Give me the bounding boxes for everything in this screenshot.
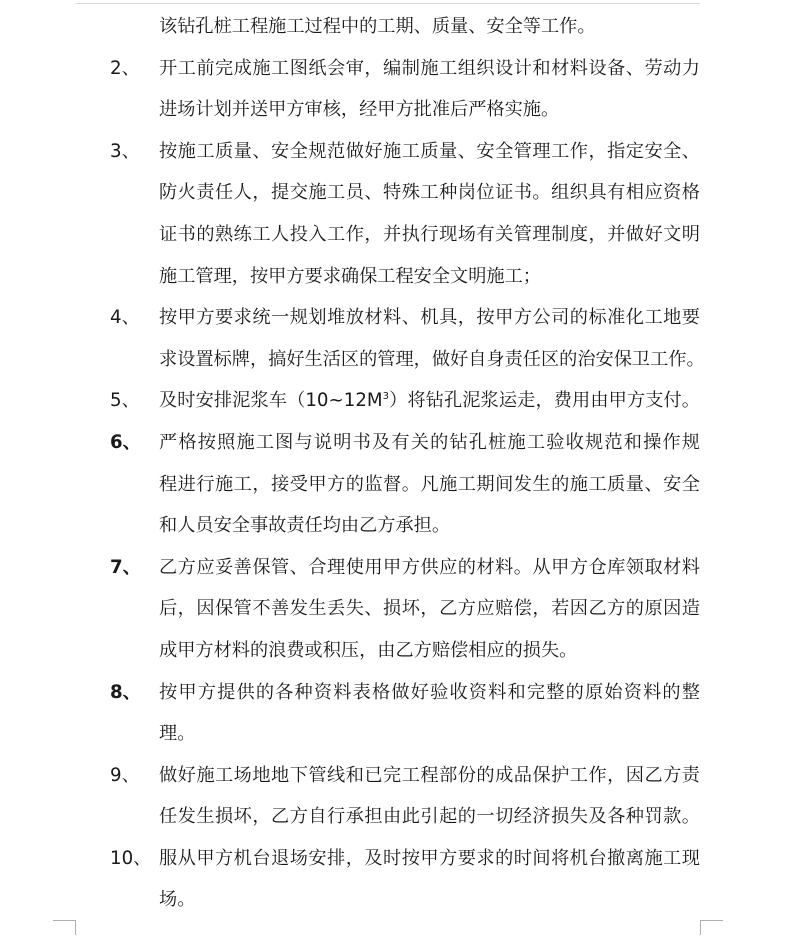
clause-text: 按甲方提供的各种资料表格做好验收资料和完整的原始资料的整 <box>159 681 700 703</box>
clause-number: 10、 <box>110 847 152 869</box>
clause-3-line-3 <box>110 214 702 256</box>
clause-text: 服从甲方机台退场安排，及时按甲方要求的时间将机台撤离施工现 <box>159 847 700 869</box>
clause-text: 开工前完成施工图纸会审，编制施工组织设计和材料设备、劳动力 <box>159 57 700 79</box>
clause-4-line-2 <box>110 339 705 381</box>
clause-text: 场。 <box>159 889 196 911</box>
clause-text: 乙方应妥善保管、合理使用甲方供应的材料。从甲方仓库领取材料 <box>159 556 700 578</box>
clause-text: 证书的熟练工人投入工作，并执行现场有关管理制度，并做好文明 <box>159 223 700 245</box>
clause-6-line-3 <box>110 505 702 547</box>
clause-text-part: ）将钻孔泥浆运走，费用由甲方支付。 <box>388 390 700 412</box>
clause-number: 7、 <box>110 556 141 578</box>
clause-number: 8、 <box>110 681 141 703</box>
clause-number: 3、 <box>110 140 140 162</box>
clause-2-line-2 <box>110 89 702 131</box>
clause-text: 严格按照施工图与说明书及有关的钻孔桩施工验收规范和操作规 <box>159 431 700 453</box>
clause-number: 6、 <box>110 431 141 453</box>
clause-4-line-1 <box>110 297 702 339</box>
clause-6-line-1 <box>110 422 702 464</box>
clause-text-part: 及时安排泥浆车（10~12M <box>159 390 383 412</box>
clause-10-line-1 <box>110 838 702 880</box>
clause-text: 防火责任人，提交施工员、特殊工种岗位证书。组织具有相应资格 <box>159 182 700 204</box>
clause-text: 理。 <box>159 723 196 745</box>
clause-text: 成甲方材料的浪费或积压，由乙方赔偿相应的损失。 <box>159 639 578 661</box>
clause-text: 施工管理，按甲方要求确保工程安全文明施工； <box>159 265 541 287</box>
clause-6-line-2 <box>110 464 702 506</box>
contract-clauses <box>110 6 705 921</box>
clause-text: 该钻孔桩工程施工过程中的工期、质量、安全等工作。 <box>159 16 596 37</box>
clause-7-line-3 <box>110 630 702 672</box>
clause-5-line-1 <box>110 380 702 422</box>
clause-text: 和人员安全事故责任均由乙方承担。 <box>159 515 451 537</box>
page-corner-mark-left <box>53 920 76 935</box>
clause-3-line-4 <box>110 256 702 298</box>
clause-2-line-1 <box>110 48 702 90</box>
clause-text: 程进行施工，接受甲方的监督。凡施工期间发生的施工质量、安全 <box>159 473 700 495</box>
clause-7-line-2 <box>110 588 702 630</box>
clause-10-line-2 <box>110 879 702 921</box>
page-corner-mark-right <box>700 920 723 935</box>
clause-text: 进场计划并送甲方审核，经甲方批准后严格实施。 <box>159 99 560 121</box>
clause-8-line-2 <box>110 713 702 755</box>
clause-number: 4、 <box>110 307 140 329</box>
superscript-cubed: 3 <box>382 391 389 403</box>
clause-text: 按甲方要求统一规划堆放材料、机具，按甲方公司的标准化工地要 <box>159 307 700 329</box>
clause-9-line-1 <box>110 755 702 797</box>
clause-text: 任发生损坏，乙方自行承担由此引起的一切经济损失及各种罚款。 <box>159 806 700 828</box>
clause-number: 5、 <box>110 390 140 412</box>
clause-text: 后，因保管不善发生丢失、损坏，乙方应赔偿，若因乙方的原因造 <box>159 598 700 620</box>
clause-1-line-1 <box>110 6 702 48</box>
clause-8-line-1 <box>110 672 702 714</box>
clause-7-line-1 <box>110 547 702 589</box>
header-rule <box>75 3 700 4</box>
clause-text: 求设置标牌，搞好生活区的管理，做好自身责任区的治安保卫工作。 <box>159 348 705 370</box>
clause-text <box>159 380 700 422</box>
clause-text: 按施工质量、安全规范做好施工质量、安全管理工作，指定安全、 <box>159 140 700 162</box>
clause-9-line-2 <box>110 796 702 838</box>
clause-number: 2、 <box>110 57 140 79</box>
clause-number: 9、 <box>110 764 140 786</box>
clause-text: 做好施工场地地下管线和已完工程部份的成品保护工作，因乙方责 <box>159 764 700 786</box>
clause-3-line-2 <box>110 172 702 214</box>
clause-3-line-1 <box>110 131 702 173</box>
